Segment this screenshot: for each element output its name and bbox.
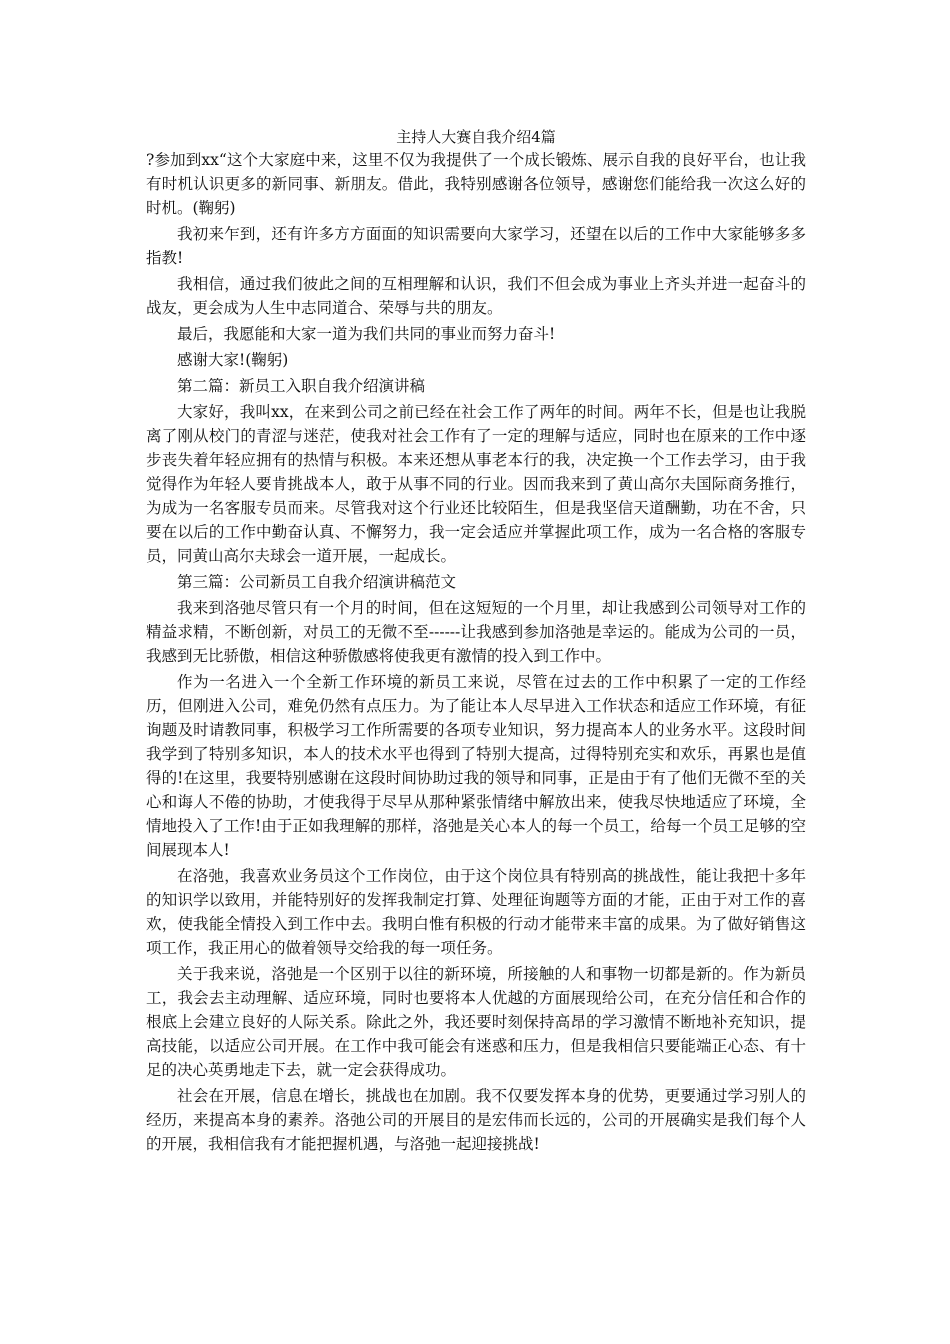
paragraph-belief: 我相信，通过我们彼此之间的互相理解和认识，我们不但会成为事业上齐头并进一起奋斗的战友，更会成为人生中志同道合、荣辱与共的朋友。 [146, 275, 806, 317]
document-page [146, 126, 806, 1158]
paragraph-closing-wish: 最后，我愿能和大家一道为我们共同的事业而努力奋斗! [177, 325, 556, 343]
section-heading-second: 第二篇：新员工入职自我介绍演讲稿 [177, 377, 426, 395]
section-heading-third: 第三篇：公司新员工自我介绍演讲稿范文 [177, 573, 457, 591]
paragraph-newcomer: 我初来乍到，还有许多方方面面的知识需要向大家学习，还望在以后的工作中大家能够多多指教! [146, 225, 806, 267]
paragraph-third-challenge: 社会在开展，信息在增长，挑战也在加剧。我不仅要发挥本身的优势，更要通过学习别人的经历，来提高本身的素养。洛弛公司的开展目的是宏伟而长远的，公司的开展确实是我们每个人的开展，我相信我有才能把握机遇，与洛弛一起迎接挑战! [146, 1087, 806, 1153]
paragraph-third-pressure: 作为一名进入一个全新工作环境的新员工来说，尽管在过去的工作中积累了一定的工作经历，但刚进入公司，难免仍然有点压力。为了能让本人尽早进入工作状态和适应工作环境，有征询题及时请教同事，积极学习工作所需要的各项专业知识，努力提高本人的业务水平。这段时间我学到了特别多知识，本人的技术水平也得到了特别大提高，过得特别充实和欢乐，再累也是值得的!在这里，我要特别感谢在这段时间协助过我的领导和同事，正是由于有了他们无微不至的关心和诲人不倦的协助，才使我得于尽早从那种紧张情绪中解放出来，使我尽快地适应了环境，全情地投入了工作!由于正如我理解的那样，洛弛是关心本人的每一个员工，给每一个员工足够的空间展现本人! [146, 673, 806, 859]
paragraph-intro-continued: ?参加到xx“这个大家庭中来，这里不仅为我提供了一个成长锻炼、展示自我的良好平台，也让我有时机认识更多的新同事、新朋友。借此，我特别感谢各位领导，感谢您们能给我一次这么好的时机。(鞠躬) [146, 151, 806, 217]
document-title: 主持人大赛自我介绍4篇 [396, 128, 556, 146]
paragraph-second-speech: 大家好，我叫xx，在来到公司之前已经在社会工作了两年的时间。两年不长，但是也让我脱离了刚从校门的青涩与迷茫，使我对社会工作有了一定的理解与适应，同时也在原来的工作中逐步丧失着年轻应拥有的热情与积极。本来还想从事老本行的我，决定换一个工作去学习，由于我觉得作为年轻人要肯挑战本人，敢于从事不同的行业。因而我来到了黄山高尔夫国际商务推行，为成为一名客服专员而来。尽管我对这个行业还比较陌生，但是我坚信天道酬勤，功在不舍，只要在以后的工作中勤奋认真、不懈努力，我一定会适应并掌握此项工作，成为一名合格的客服专员，同黄山高尔夫球会一道开展，一起成长。 [146, 403, 806, 565]
paragraph-thanks: 感谢大家!(鞠躬) [177, 351, 289, 369]
paragraph-third-intro: 我来到洛弛尽管只有一个月的时间，但在这短短的一个月里，却让我感到公司领导对工作的精益求精，不断创新，对员工的无微不至------让我感到参加洛弛是幸运的。能成为公司的一员，我感到无比骄傲，相信这种骄傲感将使我更有激情的投入到工作中。 [146, 599, 806, 665]
paragraph-third-position: 在洛弛，我喜欢业务员这个工作岗位，由于这个岗位具有特别高的挑战性，能让我把十多年的知识学以致用，并能特别好的发挥我制定打算、处理征询题等方面的才能，正由于对工作的喜欢，使我能全情投入到工作中去。我明白惟有积极的行动才能带来丰富的成果。为了做好销售这项工作，我正用心的做着领导交给我的每一项任务。 [146, 867, 806, 957]
paragraph-third-environment: 关于我来说，洛弛是一个区别于以往的新环境，所接触的人和事物一切都是新的。作为新员工，我会去主动理解、适应环境，同时也要将本人优越的方面展现给公司，在充分信任和合作的根底上会建立良好的人际关系。除此之外，我还要时刻保持高昂的学习激情不断地补充知识，提高技能，以适应公司开展。在工作中我可能会有迷惑和压力，但是我相信只要能端正心态、有十足的决心英勇地走下去，就一定会获得成功。 [146, 965, 806, 1079]
